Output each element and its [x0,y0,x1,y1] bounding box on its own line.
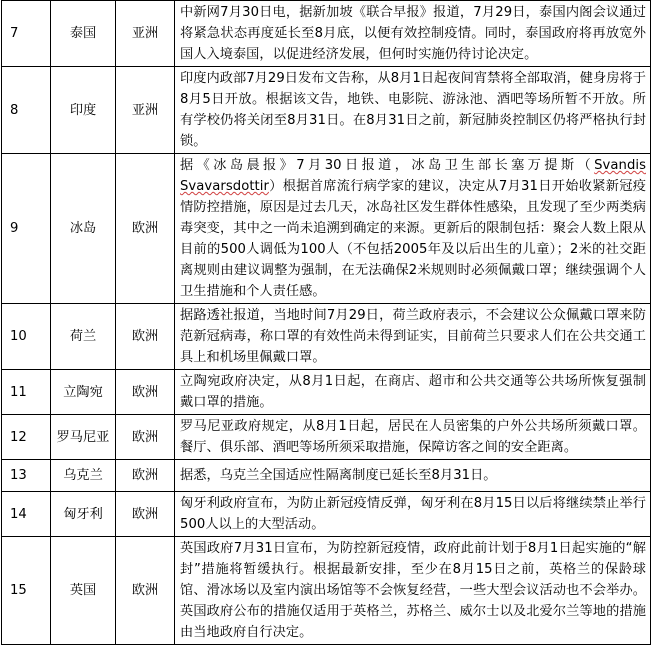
table-row [2,537,651,645]
description-text: ）根据首席流行病学家的建议，决定从7月31日开始收紧新冠疫情防控措施，原因是过去几天，冰岛社区发生群体性感染，且发现了至少两类病毒突变，其中之一尚未追溯到确定的来源。更新后的限制包括：聚会人数上限从目前的500人调低为100人（不包括2005年及以后出生的儿童）；2米的社交距离规则由建议调整为强制，在无法确保2米规则时必须佩戴口罩；继续强调个人卫生措施和个人责任感。 [180,179,646,299]
continent-name: 欧洲 [116,537,175,645]
country-name: 泰国 [51,1,116,67]
table-row [2,1,651,67]
measure-description: 立陶宛政府决定，从8月1日起，在商店、超市和公共交通等公共场所恢复强制戴口罩的措施。 [175,370,651,415]
row-number: 15 [2,537,51,645]
measure-description: 据悉，乌克兰全国适应性隔离制度已延长至8月31日。 [175,460,651,492]
measure-description: 匈牙利政府宣布，为防止新冠疫情反弹，匈牙利在8月15日以后将继续禁止举行500人以上的大型活动。 [175,492,651,537]
continent-name: 欧洲 [116,492,175,537]
row-number: 12 [2,415,51,460]
measure-description: 据路透社报道，当地时间7月29日，荷兰政府表示，不会建议公众佩戴口罩来防范新冠病毒，称口罩的有效性尚未得到证实，目前荷兰只要求人们在公共交通工具上和机场里佩戴口罩。 [175,304,651,370]
country-name: 荷兰 [51,304,116,370]
table-row [2,370,651,415]
country-name: 印度 [51,67,116,154]
row-number: 11 [2,370,51,415]
row-number: 9 [2,154,51,304]
country-name: 立陶宛 [51,370,116,415]
table-row [2,415,651,460]
description-text: 据《冰岛晨报》7月30日报道，冰岛卫生部长塞万提斯（ [180,158,595,173]
row-number: 10 [2,304,51,370]
measure-description: 英国政府7月31日宣布，为防控新冠疫情，政府此前计划于8月1日起实施的“解封”措施将暂缓执行。根据最新安排，至少在8月15日之前，英格兰的保龄球馆、滑冰场以及室内演出场馆等不会恢复经营，一些大型会议活动也不会举办。英国政府公布的措施仅适用于英格兰，苏格兰、威尔士以及北爱尔兰等地的措施由当地政府自行决定。 [175,537,651,645]
continent-name: 欧洲 [116,154,175,304]
continent-name: 欧洲 [116,415,175,460]
measure-description: 中新网7月30日电，据新加坡《联合早报》报道，7月29日，泰国内阁会议通过将紧急状态再度延长至8月底，以便有效控制疫情。同时，泰国政府将再放宽外国人入境泰国，以促进经济发展，但何时实施仍待讨论决定。 [175,1,651,67]
country-name: 罗马尼亚 [51,415,116,460]
minister-latin-name: Svandis Svavarsdottir [180,158,646,194]
row-number: 8 [2,67,51,154]
continent-name: 欧洲 [116,304,175,370]
row-number: 14 [2,492,51,537]
country-name: 英国 [51,537,116,645]
measure-description [175,154,651,304]
row-number: 7 [2,1,51,67]
country-name: 乌克兰 [51,460,116,492]
continent-name: 欧洲 [116,460,175,492]
continent-name: 欧洲 [116,370,175,415]
table-row [2,67,651,154]
countries-measures-table [1,0,651,645]
continent-name: 亚洲 [116,67,175,154]
table-row [2,304,651,370]
row-number: 13 [2,460,51,492]
table-row [2,460,651,492]
continent-name: 亚洲 [116,1,175,67]
table-row [2,154,651,304]
country-name: 冰岛 [51,154,116,304]
table-row [2,492,651,537]
measure-description: 印度内政部7月29日发布文告称，从8月1日起夜间宵禁将全部取消，健身房将于8月5日开放。根据该文告，地铁、电影院、游泳池、酒吧等场所暂不开放。所有学校仍将关闭至8月31日。在8月31日之前，新冠肺炎控制区仍将严格执行封锁。 [175,67,651,154]
country-name: 匈牙利 [51,492,116,537]
measure-description: 罗马尼亚政府规定，从8月1日起，居民在人员密集的户外公共场所须戴口罩。餐厅、俱乐部、酒吧等场所须采取措施，保障访客之间的安全距离。 [175,415,651,460]
